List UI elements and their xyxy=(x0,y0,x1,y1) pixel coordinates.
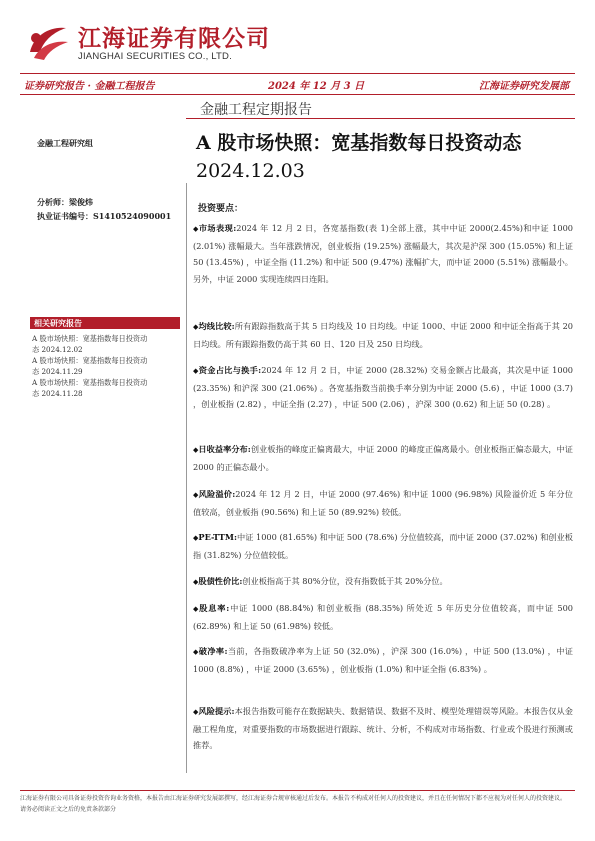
diamond-bullet-icon: ◆ xyxy=(193,225,199,233)
key-point-text: 中证 1000 (88.84%) 和创业板指 (88.35%) 所处近 5 年历史分位值较高，而中证 500 (62.89%) 和上证 50 (61.98%) 较低。 xyxy=(193,603,573,631)
key-point-label: 日收益率分布: xyxy=(198,444,251,454)
key-point-text: 当前，各指数破净率为上证 50 (32.0%) ，沪深 300 (16.0%) ，中证 500 (13.0%) ，中证 1000 (8.8%) ，中证 2000 (3.65%) ，创业板指 (1.0%) 和中证全指 (6.83%) 。 xyxy=(193,646,573,674)
key-point-equity-bond xyxy=(193,573,573,591)
key-point-label: PE-TTM: xyxy=(198,532,237,542)
diamond-bullet-icon: ◆ xyxy=(193,323,199,331)
related-report-date: 态 2024.11.28 xyxy=(32,389,83,398)
analyst-name: 分析师：梁俊炜 xyxy=(37,197,93,207)
key-point-text: 创业板指高于其 80%分位，没有指数低于其 20%分位。 xyxy=(242,576,448,586)
related-report-title: A 股市场快照：宽基指数每日投资动 xyxy=(32,356,148,365)
page-title: A 股市场快照：宽基指数每日投资动态 xyxy=(196,132,522,154)
report-category: 证券研究报告 · 金融工程报告 xyxy=(24,81,155,92)
related-report-link[interactable] xyxy=(32,377,182,399)
related-report-date: 态 2024.11.29 xyxy=(32,367,83,376)
key-point-label: 股息率: xyxy=(199,603,230,613)
diamond-bullet-icon: ◆ xyxy=(193,367,199,375)
key-point-text: 本报告指数可能存在数据缺失、数据错误、数据不及时、模型处理错误等风险。本报告仅从金融工程角度，对重要指数的市场数据进行跟踪、统计、分析，不构成对市场指数、行业或个股进行预测或推荐。 xyxy=(193,706,573,751)
diamond-bullet-icon: ◆ xyxy=(193,578,199,586)
key-point-label: 破净率: xyxy=(198,646,228,656)
title-divider xyxy=(186,118,575,119)
key-point-text: 中证 1000 (81.65%) 和中证 500 (78.6%) 分位值较高，而中证 2000 (37.02%) 和创业板指 (31.82%) 分位值较低。 xyxy=(193,532,573,560)
report-date: 2024 年 12 月 3 日 xyxy=(268,81,365,92)
key-point-text: 所有跟踪指数高于其 5 日均线及 10 日均线。中证 1000、中证 2000 和中证全指高于其 20 日均线。所有跟踪指数仍高于其 60 日、120 日及 250 日均线。 xyxy=(193,321,573,349)
key-point-return-distribution xyxy=(193,441,573,475)
diamond-bullet-icon: ◆ xyxy=(193,534,199,542)
footer-disclaimer xyxy=(20,793,575,815)
key-point-text: 2024 年 12 月 2 日，各宽基指数(表 1)全部上涨，其中中证 2000(2.45%)和中证 1000 (2.01%) 涨幅最大。当年涨跌情况，创业板指 (19.25%) 涨幅最大，其次是沪深 300 (15.05%) 和上证 50 (13.45%) ，中证全指 (11.2%) 和中证 500 (9.47%) 涨幅扩大，而中证 2000 (5.51%) 涨幅最小。另外，中证 2000 实现连续四日连阳。 xyxy=(193,223,573,284)
key-point-pe-ttm xyxy=(193,529,573,563)
key-point-label: 风险提示: xyxy=(198,706,235,716)
diamond-bullet-icon: ◆ xyxy=(193,605,200,613)
related-report-link[interactable] xyxy=(32,333,182,355)
column-divider xyxy=(186,183,187,773)
company-logo-icon xyxy=(24,22,70,62)
certificate-number: 执业证书编号：S1410524090001 xyxy=(37,211,172,221)
footer-notice-link[interactable]: 请务必阅读正文之后的免责条款部分 xyxy=(20,806,117,813)
key-point-dividend xyxy=(193,600,573,634)
key-point-risk-warning xyxy=(193,703,573,754)
diamond-bullet-icon: ◆ xyxy=(193,648,199,656)
key-point-label: 股债性价比: xyxy=(198,576,243,586)
related-reports-heading xyxy=(30,317,180,329)
key-point-text: 创业板指的峰度正偏离最大，中证 2000 的峰度正偏离最小。创业板指正偏态最大，中证 2000 的正偏态最小。 xyxy=(193,444,573,472)
research-group: 金融工程研究组 xyxy=(37,138,93,148)
key-point-label: 资金占比与换手: xyxy=(198,365,262,375)
key-point-risk-premium xyxy=(193,486,573,520)
diamond-bullet-icon: ◆ xyxy=(193,446,199,454)
diamond-bullet-icon: ◆ xyxy=(193,491,199,499)
key-point-below-book xyxy=(193,643,573,677)
related-report-title: A 股市场快照：宽基指数每日投资动 xyxy=(32,334,148,343)
key-point-market xyxy=(193,220,573,287)
related-report-link[interactable] xyxy=(32,355,182,377)
footer-divider xyxy=(20,790,575,791)
key-point-text: 2024 年 12 月 2 日，中证 2000 (97.46%) 和中证 1000 (96.98%) 风险溢价近 5 年分位值较高，创业板指 (90.56%) 和上证 50 (89.92%) 较低。 xyxy=(193,489,573,517)
key-points-heading: 投资要点： xyxy=(198,204,244,214)
header-band xyxy=(20,73,575,95)
key-point-text: 2024 年 12 月 2 日，中证 2000 (28.32%) 交易金额占比最高，其次是中证 1000 (23.35%) 和沪深 300 (21.06%) 。各宽基指数当前换手率分别为中证 2000 (5.6) ，中证 1000 (3.7) ，创业板指 (2.82) ，中证全指 (2.27) ，中证 500 (2.06) ，沪深 300 (0.62) 和上证 50 (0.28) 。 xyxy=(193,365,573,410)
report-subtitle: 金融工程定期报告 xyxy=(200,102,312,118)
related-report-date: 态 2024.12.02 xyxy=(32,345,83,354)
company-name-en: JIANGHAI SECURITIES CO., LTD. xyxy=(78,51,232,62)
related-report-title: A 股市场快照：宽基指数每日投资动 xyxy=(32,378,148,387)
key-point-label: 风险溢价: xyxy=(198,489,236,499)
company-name-cn: 江海证券有限公司 xyxy=(78,25,270,52)
key-point-label: 市场表现: xyxy=(198,223,237,233)
related-reports-heading-label: 相关研究报告 xyxy=(34,318,82,328)
key-point-label: 均线比较: xyxy=(198,321,235,331)
diamond-bullet-icon: ◆ xyxy=(193,708,199,716)
key-point-turnover xyxy=(193,362,573,413)
department-name: 江海证券研究发展部 xyxy=(479,81,569,92)
title-date: 2024.12.03 xyxy=(196,160,305,182)
key-point-moving-average xyxy=(193,318,573,352)
footer-disclaimer-text: 江海证券有限公司具备证券投资咨询业务资格，本报告由江海证券研究发展部撰写，经江海证券合规审核通过后发布。本报告不构成对任何人的投资建议，并且在任何情况下都不应视为对任何人的投资建议。 xyxy=(20,795,567,802)
